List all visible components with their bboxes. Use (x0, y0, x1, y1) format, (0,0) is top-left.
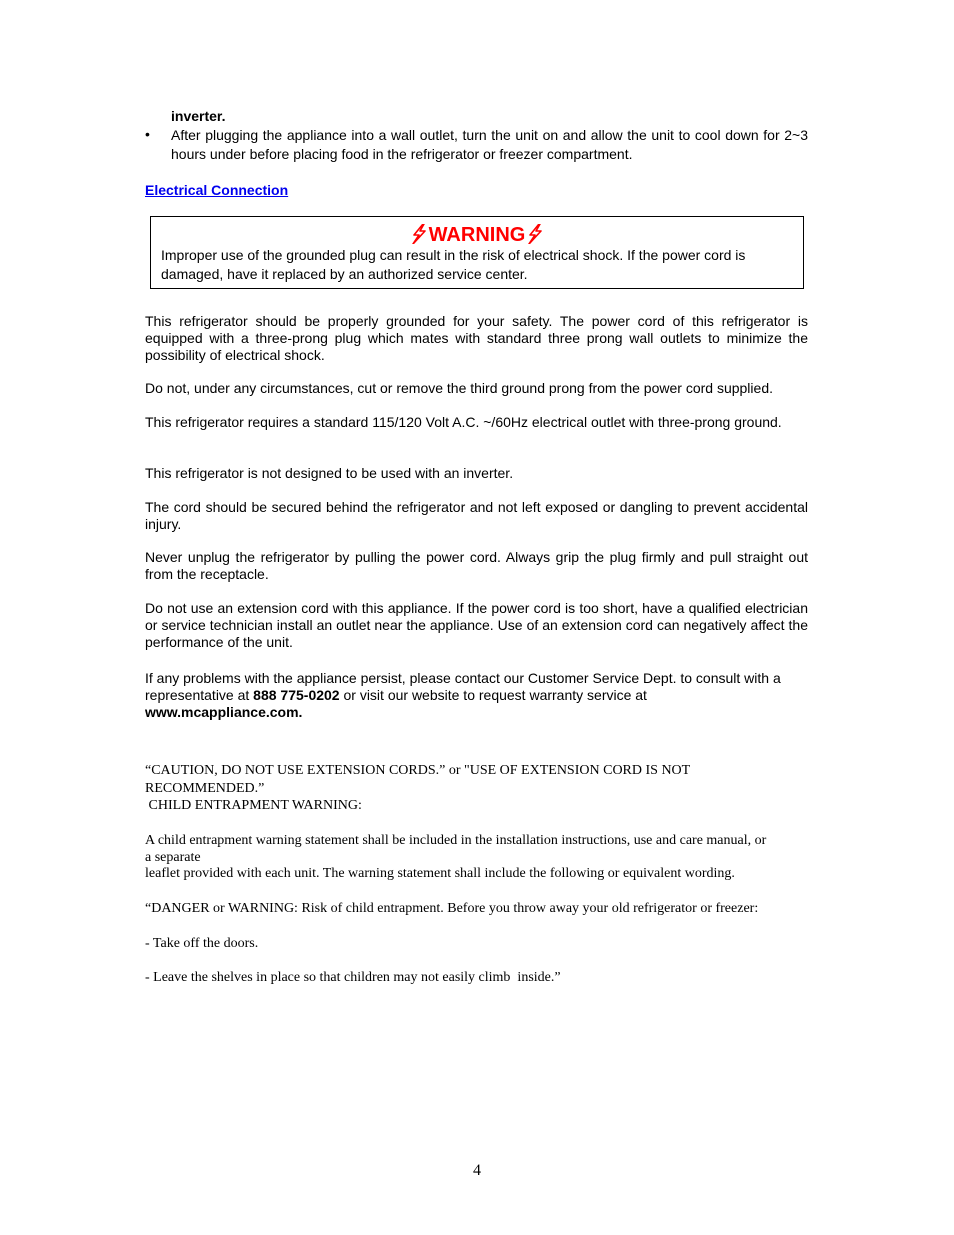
statement-line-2: a separate (145, 850, 201, 865)
extension-cord-paragraph: Do not use an extension cord with this appliance. If the power cord is too short, have a qualified electrician or service technician install an outlet near the appliance. Use of an extension cord can negatively affect the performance of the unit. (145, 600, 808, 650)
grounding-paragraph: This refrigerator should be properly grounded for your safety. The power cord of this refrigerator is equipped with a three-prong plug which mates with standard three prong wall outlets to minimize the possibility of electrical shock. (145, 313, 808, 363)
inverter-paragraph: This refrigerator is not designed to be used with an inverter. (145, 465, 514, 481)
page-number: 4 (473, 1162, 481, 1179)
outlet-paragraph: This refrigerator requires a standard 115/120 Volt A.C. ~/60Hz electrical outlet with three-prong ground. (145, 414, 782, 430)
warning-box (150, 216, 804, 289)
contact-text-after: or visit our website to request warranty service at (339, 687, 647, 703)
cord-paragraph: The cord should be secured behind the refrigerator and not left exposed or dangling to prevent accidental injury. (145, 499, 808, 532)
bullet-text: After plugging the appliance into a wall outlet, turn the unit on and allow the unit to cool down for 2~3 hours under before placing food in the refrigerator or freezer compartment. (171, 127, 808, 162)
contact-text-before: If any problems with the appliance persist, please contact our Customer Service Dept. to consult with a representative at (145, 670, 781, 703)
bullet-symbol: • (145, 126, 150, 142)
bullet-item (145, 126, 808, 164)
statement-line-1: A child entrapment warning statement shall be included in the installation instructions, use and care manual, or (145, 833, 767, 848)
leave-shelves: - Leave the shelves in place so that children may not easily climb inside.” (145, 970, 561, 985)
warning-text: Improper use of the grounded plug can result in the risk of electrical shock. If the power cord is damaged, have it replaced by an authorized service center. (161, 247, 746, 282)
warning-title-row (151, 222, 803, 248)
statement-line-3: leaflet provided with each unit. The warning statement shall include the following or equivalent wording. (145, 866, 735, 881)
electrical-connection-heading[interactable]: Electrical Connection (145, 182, 289, 198)
warning-title: WARNING (428, 224, 526, 246)
website-link[interactable]: www.mcappliance.com. (145, 704, 303, 720)
child-entrapment-heading: CHILD ENTRAPMENT WARNING: (145, 798, 362, 813)
ground-prong-paragraph: Do not, under any circumstances, cut or remove the third ground prong from the power cord supplied. (145, 380, 773, 396)
phone-number: 888 775-0202 (253, 687, 340, 703)
lightning-bolt-icon (411, 224, 427, 244)
unplug-paragraph: Never unplug the refrigerator by pulling the power cord. Always grip the plug firmly and pull straight out from the receptacle. (145, 549, 808, 582)
lightning-bolt-icon (527, 224, 543, 244)
caution-line-2: RECOMMENDED.” (145, 781, 265, 796)
take-off-doors: - Take off the doors. (145, 936, 259, 951)
danger-statement: “DANGER or WARNING: Risk of child entrapment. Before you throw away your old refrigerator or freezer: (145, 901, 759, 916)
contact-paragraph (145, 670, 805, 721)
caution-line-1: “CAUTION, DO NOT USE EXTENSION CORDS.” or "USE OF EXTENSION CORD IS NOT (145, 763, 691, 778)
continuation-text: inverter. (171, 108, 226, 124)
